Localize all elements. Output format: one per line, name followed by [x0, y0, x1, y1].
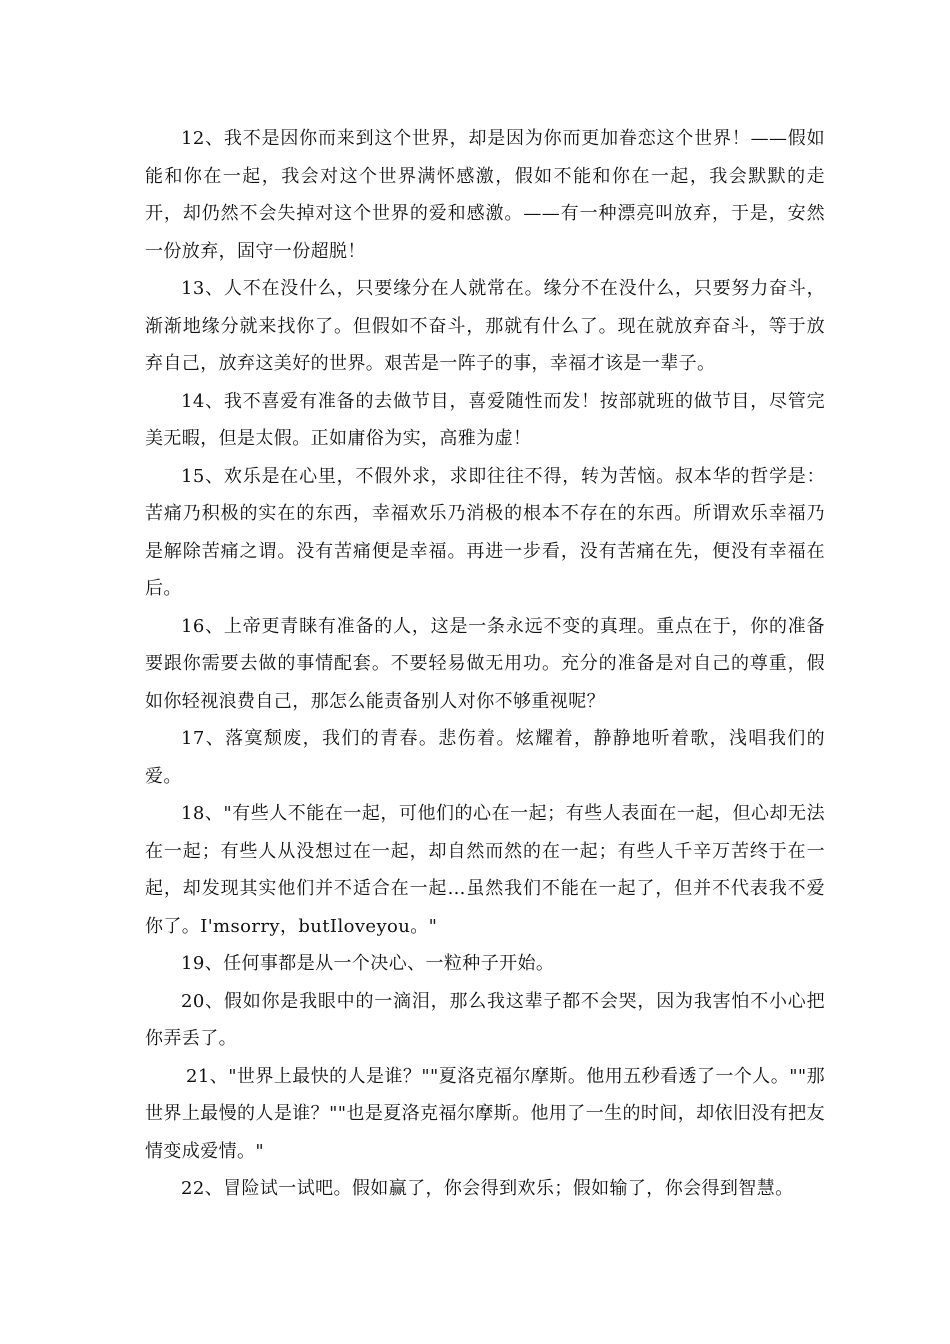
paragraph-14: 14、我不喜爱有准备的去做节目，喜爱随性而发！按部就班的做节目，尽管完美无暇，但是太假。正如庸俗为实，高雅为虚！: [145, 390, 825, 449]
paragraph-15: 15、欢乐是在心里，不假外求，求即往往不得，转为苦恼。叔本华的哲学是：苦痛乃积极的实在的东西，幸福欢乐乃消极的根本不存在的东西。所谓欢乐幸福乃是解除苦痛之谓。没有苦痛便是幸福。再进一步看，没有苦痛在先，便没有幸福在后。: [145, 465, 825, 599]
document-body: [145, 120, 825, 1208]
paragraph-13: 13、人不在没什么，只要缘分在人就常在。缘分不在没什么，只要努力奋斗，渐渐地缘分就来找你了。但假如不奋斗，那就有什么了。现在就放弃奋斗，等于放弃自己，放弃这美好的世界。艰苦是一阵子的事，幸福才该是一辈子。: [145, 278, 825, 374]
paragraph-18: 18、"有些人不能在一起，可他们的心在一起；有些人表面在一起，但心却无法在一起；有些人从没想过在一起，却自然而然的在一起；有些人千辛万苦终于在一起，却发现其实他们并不适合在一起…虽然我们不能在一起了，但并不代表我不爱你了。I'msorry，butIloveyou。": [145, 803, 825, 937]
paragraph-19: 19、任何事都是从一个决心、一粒种子开始。: [181, 953, 555, 974]
paragraph-20: 20、假如你是我眼中的一滴泪，那么我这辈子都不会哭，因为我害怕不小心把你弄丢了。: [145, 990, 825, 1049]
paragraph-16: 16、上帝更青睐有准备的人，这是一条永远不变的真理。重点在于，你的准备要跟你需要去做的事情配套。不要轻易做无用功。充分的准备是对自己的尊重，假如你轻视浪费自己，那怎么能责备别人对你不够重视呢？: [145, 615, 825, 712]
paragraph-12: 12、我不是因你而来到这个世界，却是因为你而更加眷恋这个世界！——假如能和你在一起，我会对这个世界满怀感激，假如不能和你在一起，我会默默的走开，却仍然不会失掉对这个世界的爱和感激。——有一种漂亮叫放弃，于是，安然一份放弃，固守一份超脱！: [145, 128, 825, 262]
paragraph-21: 21、"世界上最快的人是谁？""夏洛克福尔摩斯。他用五秒看透了一个人。""那世界上最慢的人是谁？""也是夏洛克福尔摩斯。他用了一生的时间，却依旧没有把友情变成爱情。": [145, 1065, 825, 1162]
paragraph-17: 17、落寞颓废，我们的青春。悲伤着。炫耀着，静静地听着歌，浅唱我们的爱。: [145, 728, 825, 787]
paragraph-22: 22、冒险试一试吧。假如赢了，你会得到欢乐；假如输了，你会得到智慧。: [181, 1178, 794, 1199]
